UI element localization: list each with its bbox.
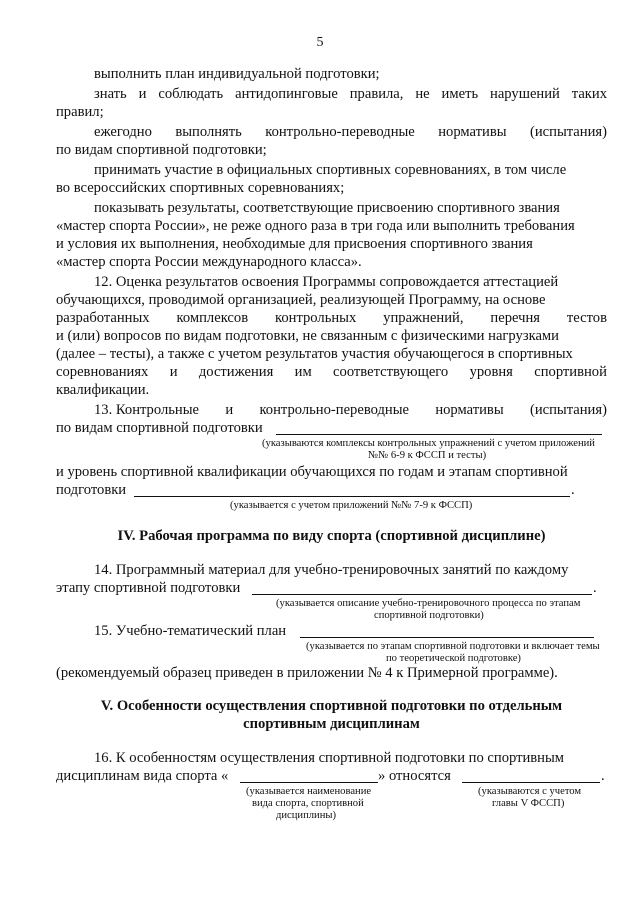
word: знать: [94, 86, 127, 102]
word: контрольно-переводные: [265, 124, 415, 140]
fill-in-blank[interactable]: [240, 770, 378, 783]
word: антидопинговые: [235, 86, 338, 102]
word: и: [169, 364, 178, 380]
text-line: этапу спортивной подготовки: [56, 580, 241, 596]
text-line: принимать участие в официальных спортивных соревнованиях, в том числе: [94, 162, 567, 178]
text-line: дисциплинам вида спорта «: [56, 768, 229, 784]
word: нарушений: [490, 86, 560, 102]
text-line: правил;: [56, 104, 104, 120]
footnote-caption: по теоретической подготовке): [386, 653, 521, 664]
line-end-period: .: [571, 482, 575, 498]
text-line: «мастер спорта России», не реже одного раза в три года или выполнить требования: [56, 218, 575, 234]
footnote-caption: дисциплины): [276, 810, 337, 821]
section-heading: спортивным дисциплинам: [243, 716, 420, 732]
text-line: во всероссийских спортивных соревнованиях;: [56, 180, 345, 196]
text-line: и уровень спортивной квалификации обучающихся по годам и этапам спортивной: [56, 464, 568, 480]
section-heading: V. Особенности осуществления спортивной подготовки по отдельным: [100, 698, 563, 714]
justified-line: [94, 124, 607, 141]
word: разработанных: [56, 310, 150, 326]
word: соревнованиях: [56, 364, 149, 380]
word: перечня: [490, 310, 540, 326]
text-line: 15. Учебно-тематический план: [94, 623, 287, 639]
footnote-caption: (указывается описание учебно-тренировочного процесса по этапам: [276, 598, 581, 609]
text-line: подготовки: [56, 482, 127, 498]
word: (испытания): [529, 124, 607, 140]
fill-in-blank[interactable]: [252, 582, 592, 595]
text-line: » относятся: [378, 768, 451, 784]
word: 13. Контрольные: [94, 402, 199, 418]
fill-in-blank[interactable]: [134, 484, 570, 497]
word: и: [225, 402, 234, 418]
word: иметь: [441, 86, 479, 102]
text-line: квалификации.: [56, 382, 150, 398]
text-line: выполнить план индивидуальной подготовки;: [94, 66, 380, 82]
word: не: [415, 86, 430, 102]
footnote-caption: (указывается по этапам спортивной подготовки и включает темы: [306, 641, 600, 652]
footnote-caption: спортивной подготовки): [374, 610, 484, 621]
footnote-caption: (указываются с учетом: [478, 786, 582, 797]
word: и: [138, 86, 147, 102]
fill-in-blank[interactable]: [300, 625, 594, 638]
footnote-caption: (указывается с учетом приложений №№ 7-9 к ФССП): [230, 500, 473, 511]
justified-line: [94, 402, 607, 419]
word: правила,: [349, 86, 404, 102]
text-line: (далее – тесты), а также с учетом результатов участия обучающегося в спортивных: [56, 346, 573, 362]
text-line: и условия их выполнения, необходимые для присвоения спортивного звания: [56, 236, 533, 252]
justified-line: [56, 364, 607, 381]
word: ежегодно: [94, 124, 152, 140]
word: комплексов: [176, 310, 249, 326]
text-line: по видам спортивной подготовки;: [56, 142, 267, 158]
justified-line: [94, 86, 607, 103]
line-end-period: .: [601, 768, 605, 784]
word: нормативы: [438, 124, 507, 140]
word: достижения: [198, 364, 274, 380]
line-end-period: .: [593, 580, 597, 596]
word: нормативы: [435, 402, 504, 418]
text-line: «мастер спорта России международного класса».: [56, 254, 362, 270]
word: упражнений,: [383, 310, 464, 326]
footnote-caption: №№ 6-9 к ФССП и тесты): [368, 450, 487, 461]
text-line: показывать результаты, соответствующие присвоению спортивного звания: [94, 200, 560, 216]
fill-in-blank[interactable]: [276, 422, 602, 435]
page-number: 5: [316, 35, 324, 50]
footnote-caption: (указываются комплексы контрольных упражнений с учетом приложений: [262, 438, 595, 449]
text-line: и (или) вопросов по видам подготовки, не связанным с физическими нагрузками: [56, 328, 559, 344]
word: выполнять: [175, 124, 242, 140]
footnote-caption: вида спорта, спортивной: [252, 798, 364, 809]
justified-line: [56, 310, 607, 327]
section-heading: IV. Рабочая программа по виду спорта (спортивной дисциплине): [117, 528, 546, 544]
word: спортивной: [534, 364, 607, 380]
text-line: по видам спортивной подготовки: [56, 420, 263, 436]
word: таких: [571, 86, 607, 102]
word: тестов: [566, 310, 607, 326]
word: им: [294, 364, 312, 380]
text-line: (рекомендуемый образец приведен в приложении № 4 к Примерной программе).: [56, 665, 558, 681]
fill-in-blank[interactable]: [462, 770, 600, 783]
word: (испытания): [529, 402, 607, 418]
word: контрольных: [275, 310, 357, 326]
word: соблюдать: [158, 86, 224, 102]
word: контрольно-переводные: [259, 402, 410, 418]
text-line: 12. Оценка результатов освоения Программы сопровождается аттестацией: [94, 274, 559, 290]
text-line: 16. К особенностям осуществления спортивной подготовки по спортивным: [94, 750, 565, 766]
footnote-caption: главы V ФССП): [492, 798, 565, 809]
word: уровня: [469, 364, 513, 380]
footnote-caption: (указывается наименование: [246, 786, 372, 797]
word: соответствующего: [333, 364, 449, 380]
text-line: 14. Программный материал для учебно-тренировочных занятий по каждому: [94, 562, 569, 578]
text-line: обучающихся, проводимой организацией, реализующей Программу, на основе: [56, 292, 546, 308]
